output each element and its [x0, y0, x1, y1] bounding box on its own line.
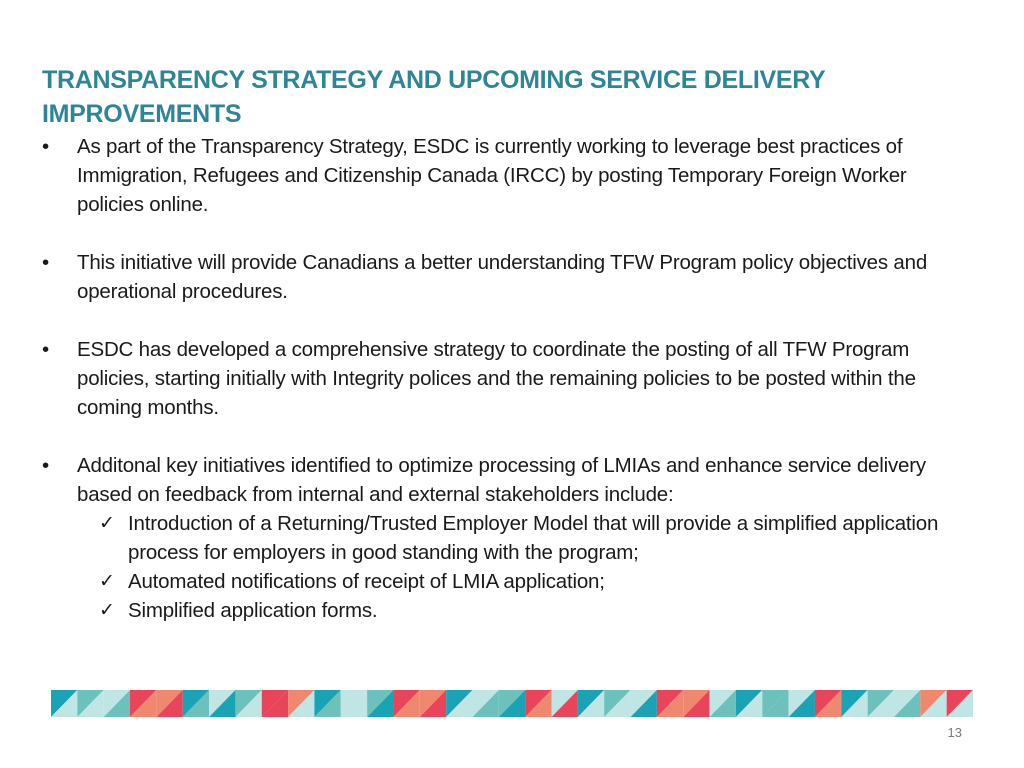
checkmark-icon: ✓: [99, 599, 115, 621]
checkmark-icon: ✓: [99, 512, 115, 534]
checkmark-item-text: Introduction of a Returning/Trusted Employer Model that will provide a simplified application process for employers in good standing with the program;: [128, 512, 939, 564]
bullet-item: [42, 248, 972, 306]
slide-title-line-1: TRANSPARENCY STRATEGY AND UPCOMING SERVICE DELIVERY: [42, 65, 826, 94]
slide-title: [42, 63, 942, 131]
checkmark-icon: ✓: [99, 570, 115, 592]
checkmark-item-text: Simplified application forms.: [128, 599, 378, 622]
bullet-text: ESDC has developed a comprehensive strategy to coordinate the posting of all TFW Program policies, starting initially with Integrity polices and the remaining policies to be posted within the coming months.: [77, 338, 916, 419]
decorative-triangle-stripe: [51, 690, 973, 717]
bullet-list: [42, 132, 972, 654]
checkmark-item: [77, 567, 972, 596]
checkmark-item: [77, 509, 972, 567]
bullet-text: This initiative will provide Canadians a better understanding TFW Program policy objectives and operational procedures.: [77, 251, 928, 303]
bullet-dot-icon: •: [42, 454, 49, 477]
bullet-item: [42, 451, 972, 625]
bullet-item: [42, 132, 972, 219]
bullet-item: [42, 335, 972, 422]
slide-title-line-2: IMPROVEMENTS: [42, 99, 242, 128]
bullet-text: Additonal key initiatives identified to optimize processing of LMIAs and enhance service delivery based on feedback from internal and external stakeholders include:: [77, 454, 926, 506]
checkmark-item-text: Automated notifications of receipt of LMIA application;: [128, 570, 605, 593]
bullet-dot-icon: •: [42, 135, 49, 158]
bullet-text: As part of the Transparency Strategy, ESDC is currently working to leverage best practices of Immigration, Refugees and Citizenship Canada (IRCC) by posting Temporary Foreign Worker policies online.: [77, 135, 907, 216]
bullet-dot-icon: •: [42, 251, 49, 274]
checkmark-list: [77, 509, 972, 625]
bullet-dot-icon: •: [42, 338, 49, 361]
page-number: 13: [947, 725, 962, 740]
checkmark-item: [77, 596, 972, 625]
